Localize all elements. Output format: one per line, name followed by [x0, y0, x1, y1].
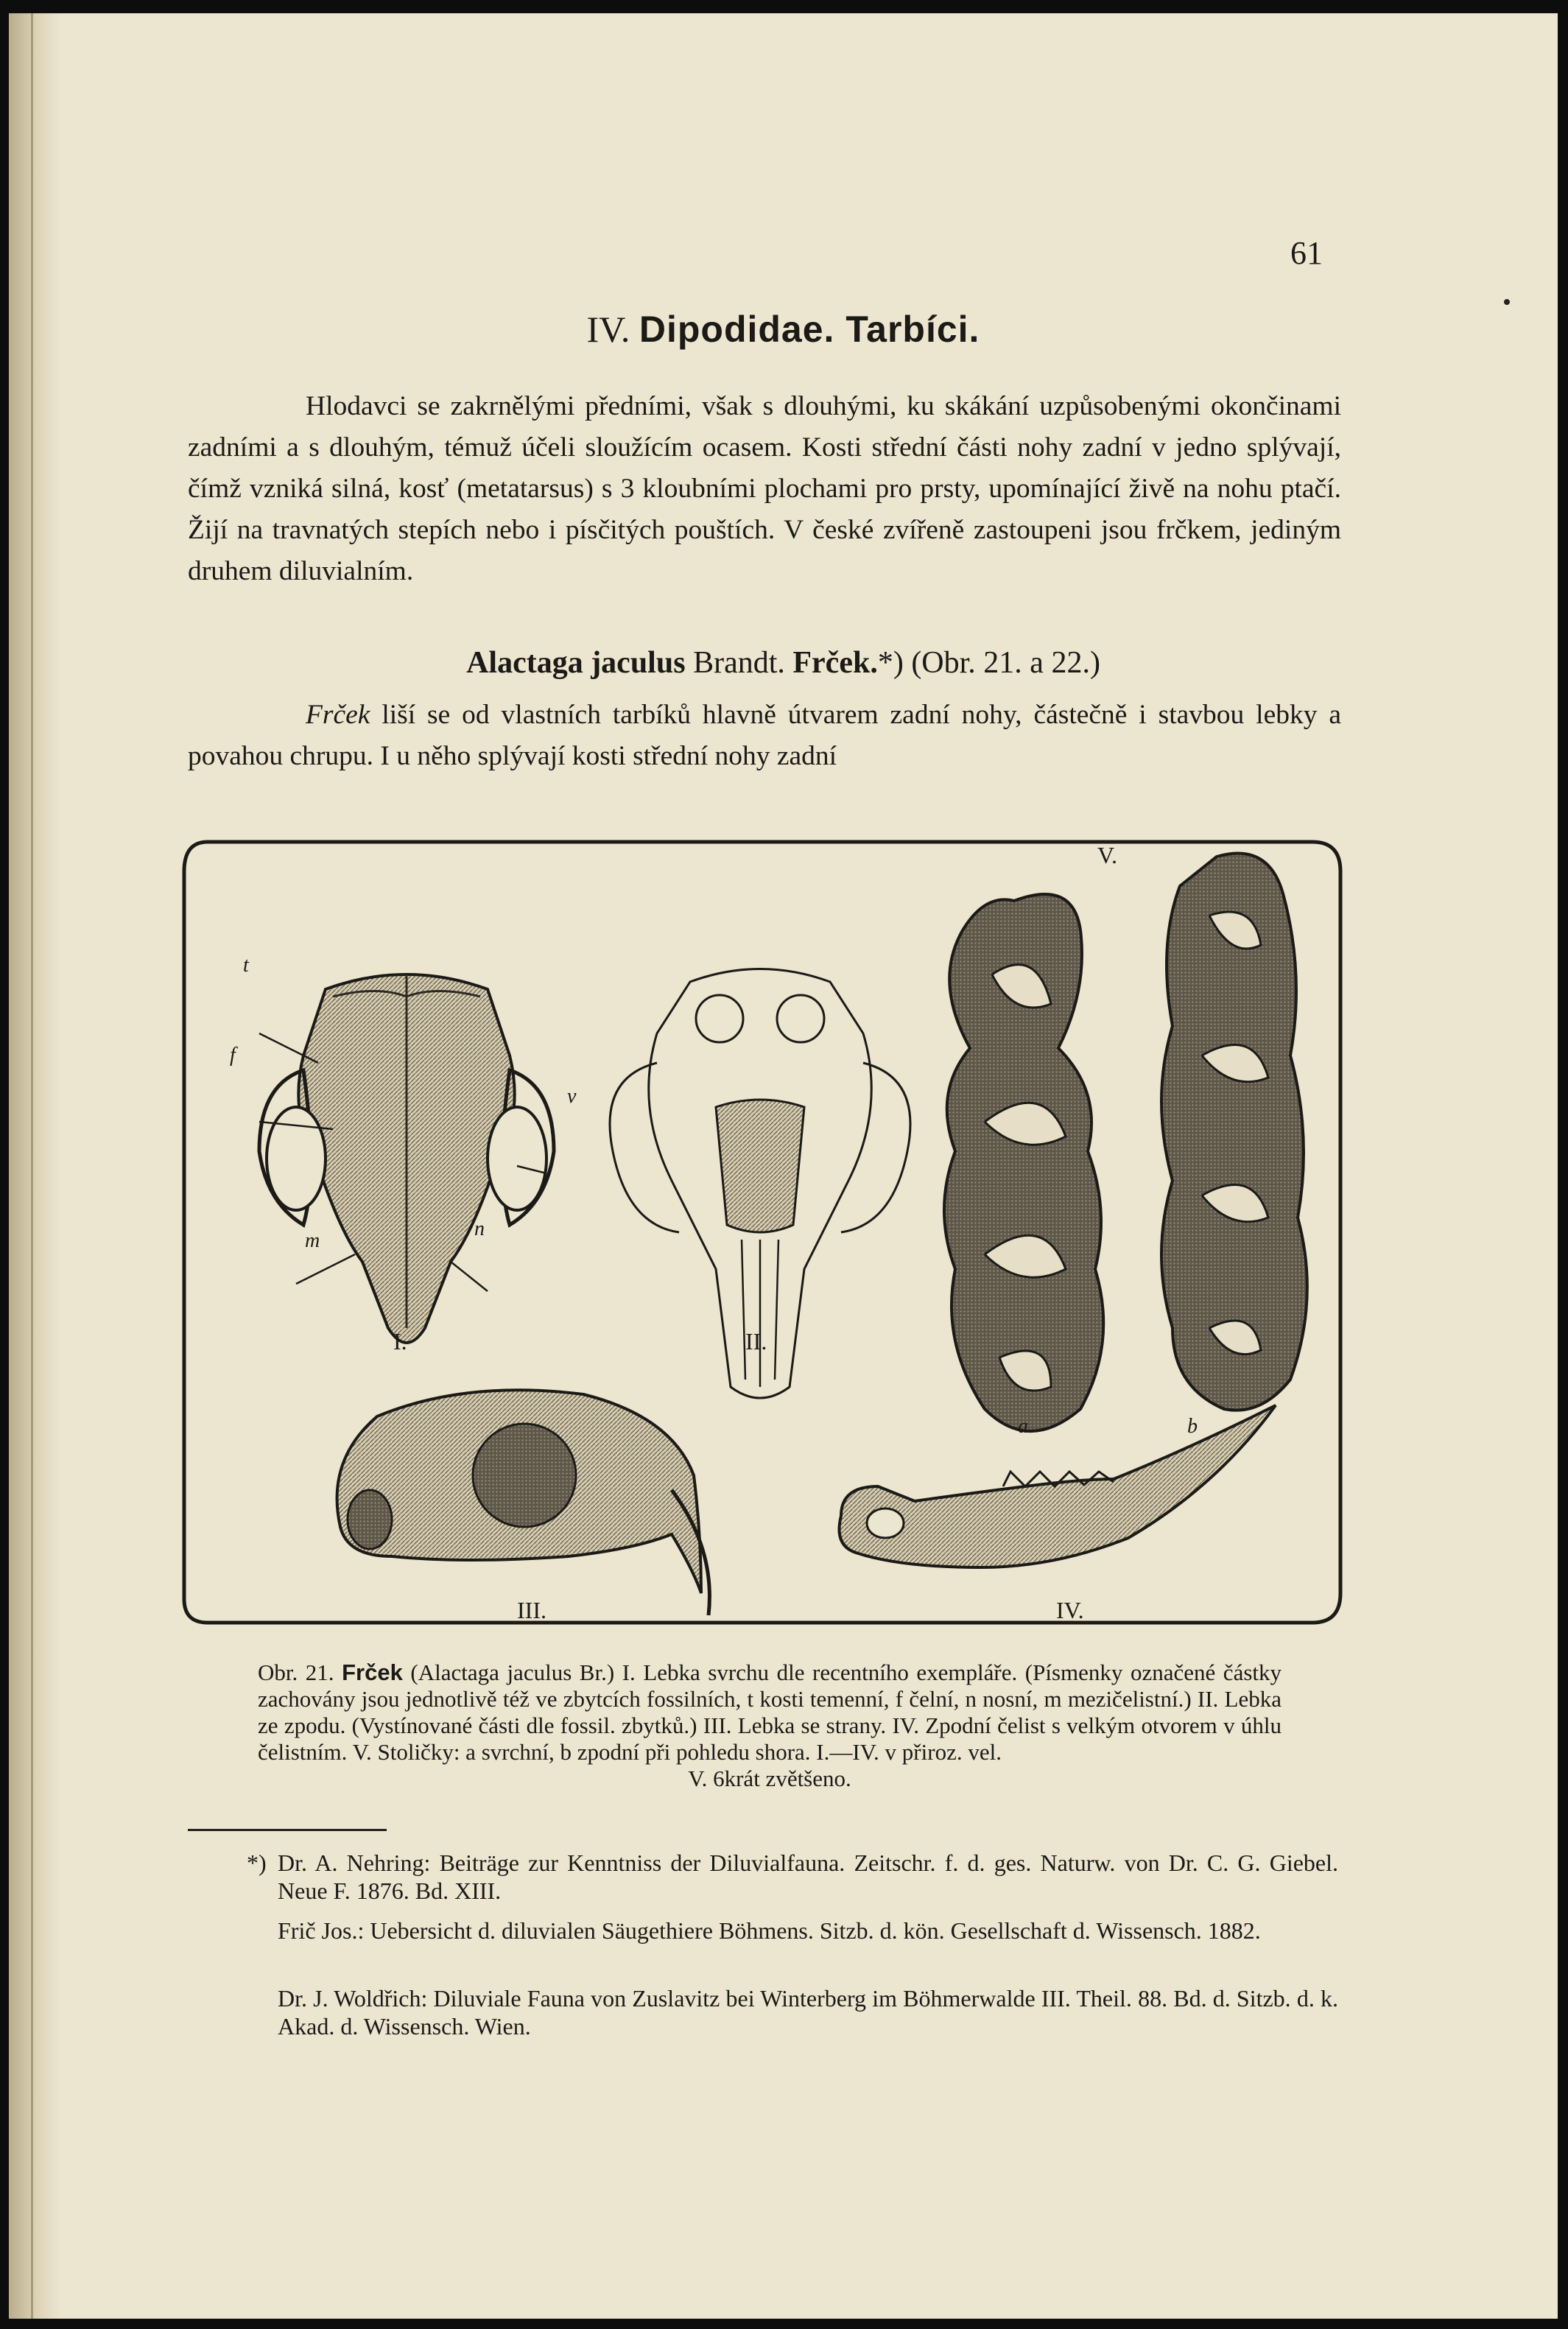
footnote-text: Dr. A. Nehring: Beiträge zur Kenntniss der Diluvialfauna. Zeitschr. f. d. ges. Naturw. von Dr. C. G. Giebel. Neue F. 1876. Bd. XIII. [278, 1850, 1338, 1904]
footnote-mark: *) [247, 1850, 267, 1876]
letter-label-a: a [1018, 1415, 1028, 1438]
panel-label-1: I. [393, 1328, 407, 1355]
page-number: 61 [1290, 235, 1323, 271]
footnote-text: Frič Jos.: Uebersicht d. diluvialen Säugethiere Böhmens. Sitzb. d. kön. Gesellschaft d. Wissensch. 1882. [278, 1917, 1261, 1944]
panel-label-5: V. [1097, 842, 1117, 868]
section-title: Dipodidae. Tarbíci. [639, 309, 980, 350]
species-heading [9, 645, 1558, 681]
footnote-text: Dr. J. Woldřich: Diluviale Fauna von Zuslavitz bei Winterberg im Böhmerwalde III. Theil. 88. Bd. d. Sitzb. d. k. Akad. d. Wissensch. Wien. [278, 1985, 1338, 2040]
species-paragraph-lead: Frček [306, 700, 370, 730]
section-heading [9, 308, 1558, 351]
footnote-rule [188, 1829, 387, 1831]
species-author: Brandt. [693, 646, 785, 680]
species-latin-name: Alactaga jaculus [466, 646, 686, 680]
panel-label-4: IV. [1056, 1597, 1084, 1623]
figure-illustration [178, 820, 1346, 1646]
figure-caption [258, 1659, 1282, 1792]
footnote-2 [278, 1917, 1338, 1945]
letter-label-v: v [567, 1085, 577, 1108]
lower-jaw [840, 1405, 1276, 1567]
caption-text: (Alactaga jaculus Br.) I. Lebka svrchu dle recentního exempláře. (Písmenky označené částky zachovány jsou jednotlivě též ve zbytcích fossilních, t kosti temenní, f čelní, n nosní, m mezičelistní.) II. Lebka ze zpodu. (Vystínované části dle fossil. zbytků.) III. Lebka se strany. IV. Zpodní čelist s velkým otvorem v úhlu čelistním. V. Stoličky: a svrchní, b zpodní při pohledu shora. I.—IV. v přiroz. vel. [258, 1659, 1282, 1765]
panel-label-3: III. [517, 1597, 546, 1623]
molars-upper-a [944, 894, 1103, 1431]
letter-label-f: f [230, 1044, 236, 1067]
letter-label-m: m [305, 1229, 320, 1252]
section-numeral: IV. [586, 309, 630, 350]
skull-side-view [337, 1390, 710, 1615]
panel-label-2: II. [745, 1328, 767, 1355]
species-paragraph-text: liší se od vlastních tarbíků hlavně útvarem zadní nohy, částečně i stavbou lebky a povahou chrupu. I u něho splývají kosti střední nohy zadní [188, 700, 1341, 771]
ink-dot [1504, 299, 1510, 305]
caption-prefix: Obr. 21. [258, 1659, 334, 1685]
species-common-name: Frček. [792, 646, 878, 680]
species-paragraph [188, 695, 1341, 777]
molars-lower-b [1161, 854, 1307, 1411]
letter-label-n: n [474, 1218, 485, 1240]
intro-paragraph: Hlodavci se zakrnělými předními, však s dlouhými, ku skákání uzpůsobenými okončinami zadními a s dlouhým, témuž účeli sloužícím ocasem. Kosti střední části nohy zadní v jedno splývají, čímž vzniká silná, kosť (metatarsus) s 3 kloubními plochami pro prsty, upomínající živě na nohu ptačí. Žijí na travnatých stepích nebo i písčitých pouštích. V české zvířeně zastoupeni jsou frčkem, jediným druhem diluvialním. [188, 391, 1341, 586]
skull-top-view [259, 974, 554, 1343]
caption-last-line: V. 6krát zvětšeno. [688, 1766, 851, 1791]
book-page [9, 13, 1558, 2319]
species-figure-ref: *) (Obr. 21. a 22.) [877, 646, 1100, 680]
footnote-3 [278, 1984, 1338, 2040]
letter-label-t: t [243, 954, 249, 977]
page-gutter [9, 13, 60, 2319]
figure-21 [178, 820, 1346, 1646]
caption-name: Frček [342, 1659, 403, 1685]
footnote-1 [247, 1849, 1338, 1905]
letter-label-b: b [1187, 1415, 1198, 1438]
